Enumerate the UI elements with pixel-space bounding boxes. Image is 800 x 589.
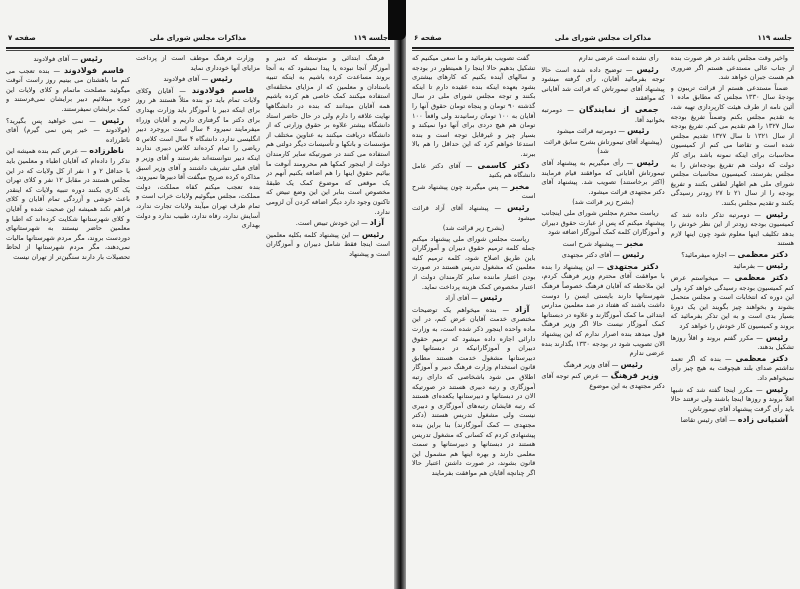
speaker-name: ناظرزاده xyxy=(89,146,124,156)
speaker-paragraph xyxy=(541,126,664,137)
columns xyxy=(6,54,390,583)
speaker-paragraph xyxy=(671,354,794,384)
speaker-paragraph xyxy=(266,230,390,260)
speaker-name: آزاد xyxy=(369,218,384,228)
speaker-paragraph xyxy=(671,415,794,426)
paragraph-text: — آقای رئیس تقاضا xyxy=(680,416,736,425)
paragraph-text: — بفرمائید xyxy=(733,262,764,271)
header-title: مذاکرات مجلس شورای ملی xyxy=(554,34,652,42)
running-header xyxy=(6,34,390,46)
paragraph-text: ریاست محترم مجلس شورای ملی اینجانب پیشنهاد میکنم که پس از عبارت حقوق دبیران و آموزگاران کلمه کمک آموزگار اضافه شود xyxy=(541,208,665,237)
paragraph xyxy=(412,54,535,160)
paragraph-text: وزارت فرهنگ موظف است از پرداخت مزایای آنها خودداری نماید xyxy=(136,54,260,72)
speaker-paragraph xyxy=(541,239,664,250)
paragraph-text: (بشرح زیر قرائت شد) xyxy=(442,224,505,233)
paragraph-text: — آقای وزیر فرهنگ xyxy=(563,360,619,369)
speaker-paragraph xyxy=(671,385,794,415)
book-gutter xyxy=(394,0,406,589)
paragraph xyxy=(541,138,664,157)
paragraph-text: گفت تصویب بفرمائید و ما سعی میکنیم که تشکیل بدهیم حالا اینجا را همینطور در بودجه و سالهای آینده بکنیم که کارهای بیشتری بشود بعهده اینکه بنده عقیده دارم تا اینکه بکنند و توجه مجلس شورای ملی در سال گذشته ۹۰ تومان و پنجاه تومان حقوق آنها را آقایان به ۱۰۰ تومان رسانیدند ولی واقعاً ۱۰۰ تومان هم هیچ دردی برای آنها دوا نمیکند و بسیار چیز و غیرقابل توجه است و بنده استدعا خواهم کرد که این حداقل را هم بالا ببرند. xyxy=(412,54,536,158)
speaker-name: دکتر معظمی xyxy=(737,249,788,259)
speaker-name: رئیس xyxy=(765,384,788,394)
header-title: مذاکرات مجلس شورای ملی xyxy=(149,34,247,42)
paragraph-text: — نمی خواهید پس بگیرید؟ (فولادوند — خیر پس نمی گیرم) آقای ناظرزاده xyxy=(6,116,130,144)
paragraph xyxy=(671,84,794,209)
speaker-paragraph xyxy=(541,262,664,359)
speaker-paragraph xyxy=(671,210,794,249)
speaker-name: رئیس xyxy=(765,209,788,219)
header-rule xyxy=(412,47,794,51)
speaker-name: رئیس xyxy=(636,64,659,74)
speaker-name: رئیس xyxy=(80,54,103,63)
running-header xyxy=(412,34,794,46)
speaker-paragraph xyxy=(412,182,535,202)
speaker-name: رئیس xyxy=(361,229,384,239)
speaker-name: آزاد xyxy=(515,304,530,314)
speaker-name: دکتر معظمی xyxy=(734,273,788,283)
paragraph-text: — دومرتبه بخوانید آقا. xyxy=(541,105,665,124)
paragraph-text: — آقای فولادوند xyxy=(33,55,79,63)
speaker-name: رئیس xyxy=(765,332,788,342)
paragraph-text: — پس میگیرند چون پیشنهاد شرح است xyxy=(412,182,536,201)
speaker-name: دکتر معظمی xyxy=(735,353,788,363)
speaker-name: دکتر کاسمی xyxy=(477,160,530,170)
text-column xyxy=(541,54,664,583)
paragraph-text: — میخواستم عرض کنم کمیسیون بودجه رسیدگی خواهد کرد ولی این دوره که انتخابات است و مجلس متحمل بشوند و بخواهند چیز بگویند این یک دورهٔ بسیار بدی است و به این تذکر بفرمائید که بروند و کمیسیون کار خودش را خواهد کرد xyxy=(670,274,794,331)
page-left xyxy=(0,0,396,589)
speaker-paragraph xyxy=(6,66,130,115)
speaker-name: رئیس xyxy=(636,157,659,167)
speaker-paragraph xyxy=(541,371,664,391)
paragraph-text: — آقایان وکلای ولایات تمام باید دو بنده مثلاً هستند هر روز برای اینکه دبیر یا آموزگار باید وزارت بهداری برای دکتر ما گرفتاری داریم و آقایان وزراء میفرمایند نمیرود ۴ سال است بروجرد دبیر انگلیسی ندارد، دانشگاه ۴ سال است کلاس ۵ ریاضی را تمام کرده‌اند کلاس دبیری ندارند اینکه دبیر نتوانسته‌اند بفرستند و آقای وزیر و آقای قبلی تشریف داشتند و آقای وزیر اسبق مذاکره کرده صریح میگفت آقا دبیرها نمیروند، بنده تعجب میکنم کفاه مملکت، دولت مملکت، مجلس میگوئیم ولایات خراب است و تمام طرف تهران میآیند ولایات تجارت ندارد، آسایش ندارد، رفاه ندارد، طبیب ندارد و دولت بهداری xyxy=(136,86,260,230)
paragraph-text: ریاست مجلس شورای ملی پیشنهاد میکنم جمله کلمه ترمیم حقوق دبیران و آموزگاران باین طریق اصلاح شود، کلمه ترمیم کلیه معلمین که مشغول تدریس هستند در صورت بودن اعتبار ماننده سایر کارمندان دولت از اعتبار مخصوص کمک هزینه پرداخت نماید. xyxy=(412,234,536,291)
page-number: صفحه ۷ xyxy=(8,34,36,42)
paragraph-text: — پیشنهاد شرح است xyxy=(562,239,623,248)
speaker-paragraph xyxy=(541,65,664,104)
paragraph-text: (پیشنهاد آقای تیمورتاش بشرح سابق قرائت شد) xyxy=(543,137,663,156)
paragraph-text: — بنده تعجب می کنم ما باهشتان می بینیم روز راست آنوقت میگوئید مصلحت ماتمام و کلای ولایات این دوره مبتلائیم دبیر برایشان نمی‌فرستند و کمک برایشان نمیفرستند. xyxy=(6,66,130,113)
columns xyxy=(412,54,794,583)
speaker-name: رئیس xyxy=(210,74,233,84)
speaker-name: رئیس xyxy=(620,359,643,369)
speaker-name: آشتیانی زاده xyxy=(737,415,788,425)
speaker-name: وزیر فرهنگ xyxy=(610,371,659,381)
paragraph-text: — بنده میخواهم یک توضیحات مختصری خدمت آقایان عرض کنم، در این ماده واحده اینجور ذکر شده است، به وزارت دارائی اجازه داده میشود که ترمیم حقوق دبیران و آموزگارانیکه در دبستانها و دبیرستانها مشغول خدمت هستند مطابق قانون استخدام وزارت فرهنگ دبیر و آموزگار اطلاق می شود باشخاصی که دارای رتبه آموزگاری و رتبه دبیری هستند در صورتیکه الان در دبستانها و دبیرستانها یکعده‌ای هستند که رتبه قایشان رتبه‌های آموزگاری و دبیری نیست ولی مشغول تدریس هستند (دکتر مجتهدی — کمک آموزگارند) بنا براین بنده پیشنهادی کردم که کسانی که مشغول تدریس هستند در دبستانها و دبیرستانها و سمت معلمی دارند و بهره اینها هم مشمول این قانون بشوند، در صورت داشتن اعتبار حالا اگر چنانچه آقایان هم موافقت بفرمایند xyxy=(412,305,536,477)
paragraph-text: — عرض کنم بنده همیشه این تذکر را داده‌ام که آقایان اطباء و معلمین باید با حداقل ۲ و ۱ نفر از کل ولایات که در این مجلس هستند در مقابل ۱۲ نفر و کلای تهران یک کاری بکنند دوره تنبیه ولایات که اینقدر باعث خوشی و آزردگی تمام آقایان و کلای فراهم نکند همیشه این صحبت شده و آقایان و کلای شهرستانها شکایت کرده‌اند که اطبا و معلمین حاضر نیستند به شهرستانهای دوردست بروند، مگر مردم شهرستانها مالیات نمی‌دهند، مگر مردم شهرستانها از لحاظ تحصیلات بار دارند سنگین‌تر از تهران نیست xyxy=(6,147,130,261)
speaker-paragraph xyxy=(671,261,794,272)
paragraph-text: — دومرتبه قرائت میشود xyxy=(556,127,625,136)
paragraph xyxy=(541,54,664,64)
paragraph-text: — رأی میگیریم به پیشنهاد آقای تیمورتاش آقایانی که موافقند قیام فرمایند (اکثر برخاستند) تصویب شد. پیشنهاد آقای دکتر مجتهدی قرائت میشود. xyxy=(541,158,665,196)
speaker-name: قاسم فولادوند xyxy=(64,65,124,75)
speaker-name: رئیس xyxy=(507,202,530,212)
speaker-paragraph xyxy=(541,158,664,197)
speaker-paragraph xyxy=(412,305,535,479)
session-number: جلسه ۱۱۹ xyxy=(757,34,792,42)
binding-shadow xyxy=(388,0,406,40)
paragraph-text: رأی نشده است عرضی ندارم xyxy=(578,54,659,62)
paragraph-text: — آقای فولادوند xyxy=(163,75,209,84)
paragraph-text: — این خودش تبیض است. xyxy=(295,219,368,228)
paragraph-text: — مکرر اینجا گفته شد که شبها اقلاً بروند و روزها اینجا باشند ولی نرفتند حالا باید رأی گرفت پیشنهاد آقای تیمورتاش. xyxy=(670,385,794,413)
speaker-paragraph xyxy=(671,333,794,353)
speaker-paragraph xyxy=(412,293,535,304)
speaker-paragraph xyxy=(136,86,260,231)
paragraph-text: — توضیح داده شده است حالا توجه بفرمائید آقایان، رأی گرفته میشود پیشنهاد آقای تیمورتاش که قرائت شد آقایانی که موافقند xyxy=(541,65,665,103)
page-number: صفحه ۶ xyxy=(414,34,442,42)
speaker-paragraph xyxy=(541,360,664,371)
speaker-paragraph xyxy=(541,105,664,125)
paragraph xyxy=(671,54,794,83)
paragraph-text: — این پیشنهاد کلمه بکلیه معلمین است اینجا فقط شامل دبیران و آموزگاران است و پیشنهاد xyxy=(266,230,390,258)
paragraph xyxy=(136,54,260,73)
speaker-name: رئیس xyxy=(480,293,503,303)
speaker-name: جمعی از نمایندگان xyxy=(579,104,659,114)
speaker-paragraph xyxy=(266,218,390,229)
paragraph-text: — بنده که اگر تعمد نداشتم صدای بلند هیچوقت به هیچ چیز رأی نمیخواهم داد. xyxy=(670,354,794,382)
speaker-paragraph xyxy=(6,54,130,65)
speaker-paragraph xyxy=(541,250,664,261)
speaker-paragraph xyxy=(6,146,130,262)
paragraph-text: — آقای آزاد xyxy=(445,294,478,303)
paragraph-text: — اجازه میفرمائید؟ xyxy=(681,250,736,259)
speaker-name: رئیس xyxy=(622,250,645,260)
paragraph xyxy=(412,235,535,293)
paragraph xyxy=(541,198,664,208)
paragraph-text: — پیشنهاد آقای آزاد قرائت میشود xyxy=(412,203,536,222)
paragraph-text: ضمناً مستدعی هستم از قرائت تریبون و بودجهٔ سال ۱۳۳۰ مجلس که مطابق ماده ۱ آئین نامه از طرف هیئت کارپردازی تهیه شد، به تقدیم مجلس بکنم وضمناً تفریغ بودجه سال ۱۳۲۷ را هم تقدیم می کنم. تفریغ بودجه از سال ۱۳۲۱ تا سال ۱۳۲۷ تقدیم مجلس شده است و تقاضا می کنم از کمیسیون محاسبات برای اینکه نمونه باشد برای کار دولت که دولت هم تفریغ بودجه‌اش را به مجلس بفرستد، کمیسیون محاسبات مجلس شورای ملی هم اظهار لطفی بکنند و تفریغ بودجه را از سال ۲۱ تا ۲۷ زودتر رسیدگی بکنند و تقدیم مجلس بکنند. xyxy=(670,83,794,207)
speaker-name: دکتر مجتهدی xyxy=(606,261,659,271)
paragraph-text: (بشرح زیر قرائت شد) xyxy=(572,198,634,207)
text-column xyxy=(136,54,260,583)
paragraph-text: — آقای دکتر عامل دانشگاه هم بکنید xyxy=(412,161,536,180)
text-column xyxy=(671,54,794,583)
speaker-name: مخبر xyxy=(624,238,644,248)
speaker-paragraph xyxy=(412,161,535,181)
speaker-paragraph xyxy=(412,203,535,223)
speaker-paragraph xyxy=(671,250,794,261)
paragraph-text: — مکرر گفتم بروند و اقلاً روزها تشکیل بدهند. xyxy=(670,333,794,352)
paragraph-text: — عرض کنم توجه آقای دکتر مجتهدی به این موضوع xyxy=(541,372,665,390)
paragraph xyxy=(412,224,535,234)
speaker-name: قاسم فولادوند xyxy=(191,85,254,95)
header-rule xyxy=(6,47,390,51)
paragraph-text: واخیر وقت مجلس باشد در هر صورت بنده از جناب عالی مستدعی هستم اگر ضروری هم هست جبران خواهد شد. xyxy=(670,54,794,82)
speaker-paragraph xyxy=(136,74,260,85)
paragraph xyxy=(266,54,390,217)
speaker-name: رئیس xyxy=(101,115,124,125)
paragraph-text: — آقای دکتر مجتهدی xyxy=(561,251,620,260)
paragraph-text: — این پیشنهاد را بنده با موافقت آقای محترم وزیر فرهنگ کردم، این ملاحظه که آقایان فرهنگ خصوصاً فرهنگ شهرستانها دارند بایستی ایسن را دوست داشت باشند که هفتاد در صد معلمین مدارس ابتدائی ما کمک آموزگارند و علاوه در دبستانها کمک آموزگار نیست حالا اگر وزیر فرهنگ قول میدهد بنده اصرار ندارم که این پیشنهاد الان تصویب شود در بودجه ۱۳۳۰ بگذارند بنده عرضی ندارم xyxy=(541,262,665,358)
speaker-paragraph xyxy=(6,116,130,146)
text-column xyxy=(412,54,535,583)
text-column xyxy=(6,54,130,583)
paragraph xyxy=(541,209,664,238)
speaker-name: مخبر xyxy=(510,181,530,191)
paragraph-text: فرهنگ ابتدائی و متوسطه که دبیر و آموزگار آنجا نبوده یا پیدا نمیشود که به آنجا بروند مساعدت کرده باشیم به اینکه تنبیه باستادان و معلمین که از مزایای مختلفه‌ای استفاده میکنند کمک خاصی هم کرده باشیم همه آقایان میدانند که بنده در دانشگاهها نهایت علاقه را دارم ولی در حال حاضر استاد دانشگاه بیشتر علاوه بر حقوق وزارتی که از دانشگاه دریافت میکنند به عناوین مختلف از مؤسسات و بانکها و تأسیسات دیگر دولتی هم استفاده می کنند در صورتیکه سایر کارمندان دولت از اینجور کمکها هم محرومند آنوقت ما بیائیم حقوق اینها را هم اضافه بکنیم آنهم در یک موقعی که موضوع کمک یک طبقهٔ مخصوص است بنابر این این وضع تبیض که تاکنون وجود دارد دیگر اضافه کردن آن لزومی ندارد. xyxy=(266,54,390,216)
text-column xyxy=(266,54,390,583)
paragraph-text: — دومرتبه تذکر داده شد که کمیسیون بودجه زودتر از این نظر خودش را بدهد تکلیف اینها معلوم شود چون اینها لازم هستند xyxy=(670,210,794,248)
session-number: جلسه ۱۱۹ xyxy=(353,34,388,42)
speaker-name: رئیس xyxy=(765,261,788,271)
speaker-name: رئیس xyxy=(627,126,650,136)
page-right xyxy=(406,0,800,589)
speaker-paragraph xyxy=(671,273,794,332)
